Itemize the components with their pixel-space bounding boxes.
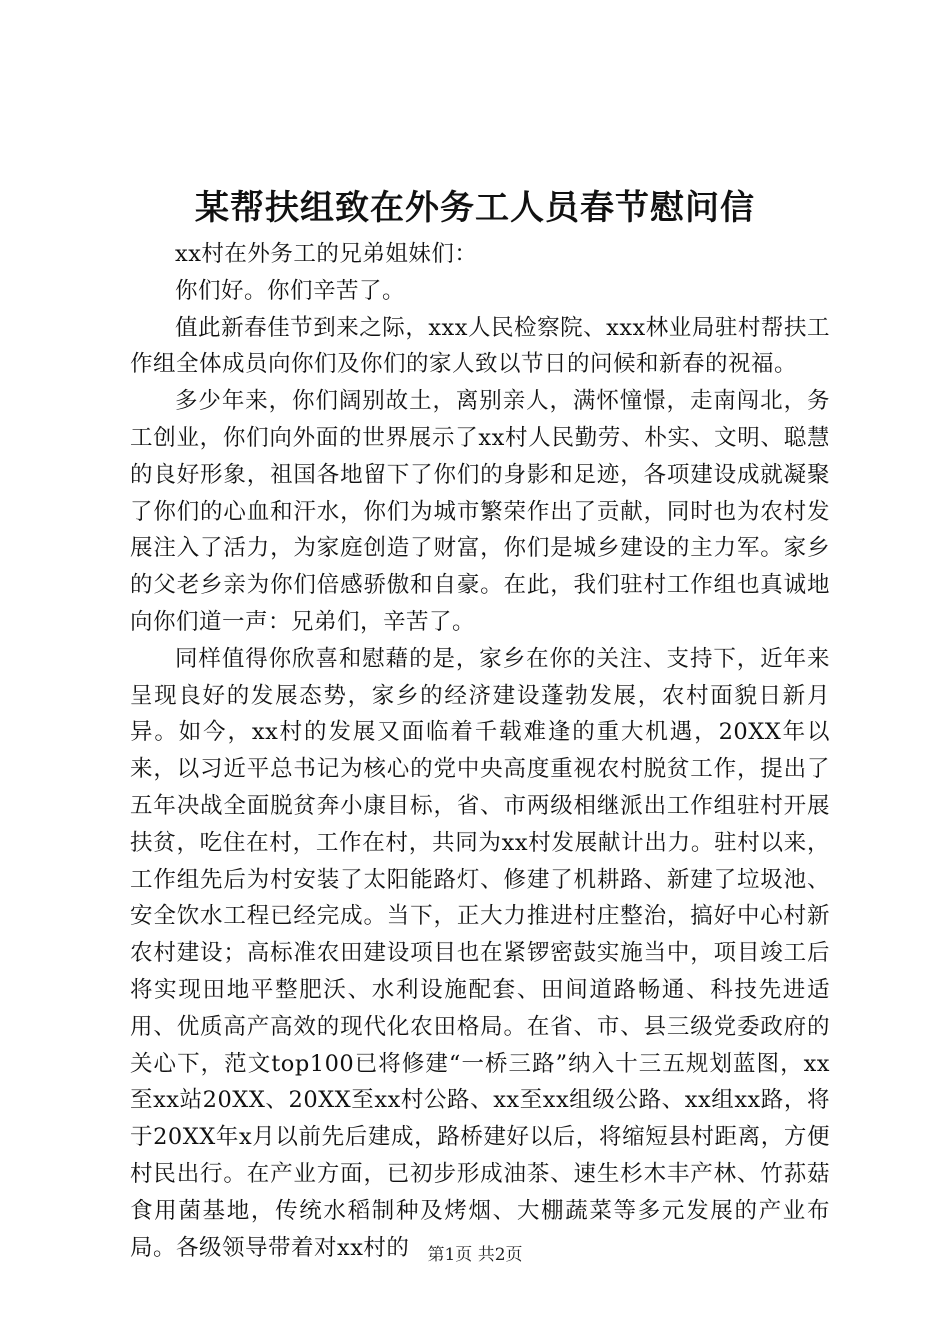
page-number-footer: 第1页 共2页 (427, 1245, 523, 1265)
salutation-paragraph: xx村在外务工的兄弟姐妹们： (175, 241, 478, 267)
document-title: 某帮扶组致在外务工人员春节慰问信 (195, 188, 755, 228)
document-body (130, 236, 830, 1266)
body-paragraph: 多少年来，你们阔别故土，离别亲人，满怀憧憬，走南闯北，务工创业，你们向外面的世界展示了xx村人民勤劳、朴实、文明、聪慧的良好形象，祖国各地留下了你们的身影和足迹，各项建设成就凝聚了你们的心血和汗水，你们为城市繁荣作出了贡献，同时也为农村发展注入了活力，为家庭创造了财富，你们是城乡建设的主力军。家乡的父老乡亲为你们倍感骄傲和自豪。在此，我们驻村工作组也真诚地向你们道一声：兄弟们，辛苦了。 (130, 388, 830, 635)
body-paragraph: 值此新春佳节到来之际，xxx人民检察院、xxx林业局驻村帮扶工作组全体成员向你们及你们的家人致以节日的问候和新春的祝福。 (130, 314, 830, 378)
greeting-paragraph: 你们好。你们辛苦了。 (175, 277, 406, 304)
body-paragraph: 同样值得你欣喜和慰藉的是，家乡在你的关注、支持下，近年来呈现良好的发展态势，家乡的经济建设蓬勃发展，农村面貌日新月异。如今，xx村的发展又面临着千载难逢的重大机遇，20XX年以来，以习近平总书记为核心的党中央高度重视农村脱贫工作，提出了五年决战全面脱贫奔小康目标，省、市两级相继派出工作组驻村开展扶贫，吃住在村，工作在村，共同为xx村发展献计出力。驻村以来，工作组先后为村安装了太阳能路灯、修建了机耕路、新建了垃圾池、安全饮水工程已经完成。当下，正大力推进村庄整治，搞好中心村新农村建设；高标准农田建设项目也在紧锣密鼓实施当中，项目竣工后将实现田地平整肥沃、水利设施配套、田间道路畅通、科技先进适用、优质高产高效的现代化农田格局。在省、市、县三级党委政府的关心下，范文top100已将修建“一桥三路”纳入十三五规划蓝图，xx至xx站20XX、20XX至xx村公路、xx至xx组级公路、xx组xx路，将于20XX年x月以前先后建成，路桥建好以后，将缩短县村距离，方便村民出行。在产业方面，已初步形成油茶、速生杉木丰产林、竹荪菇食用菌基地，传统水稻制种及烤烟、大棚蔬菜等多元发展的产业布局。各级领导带着对xx村的 (130, 645, 830, 1261)
